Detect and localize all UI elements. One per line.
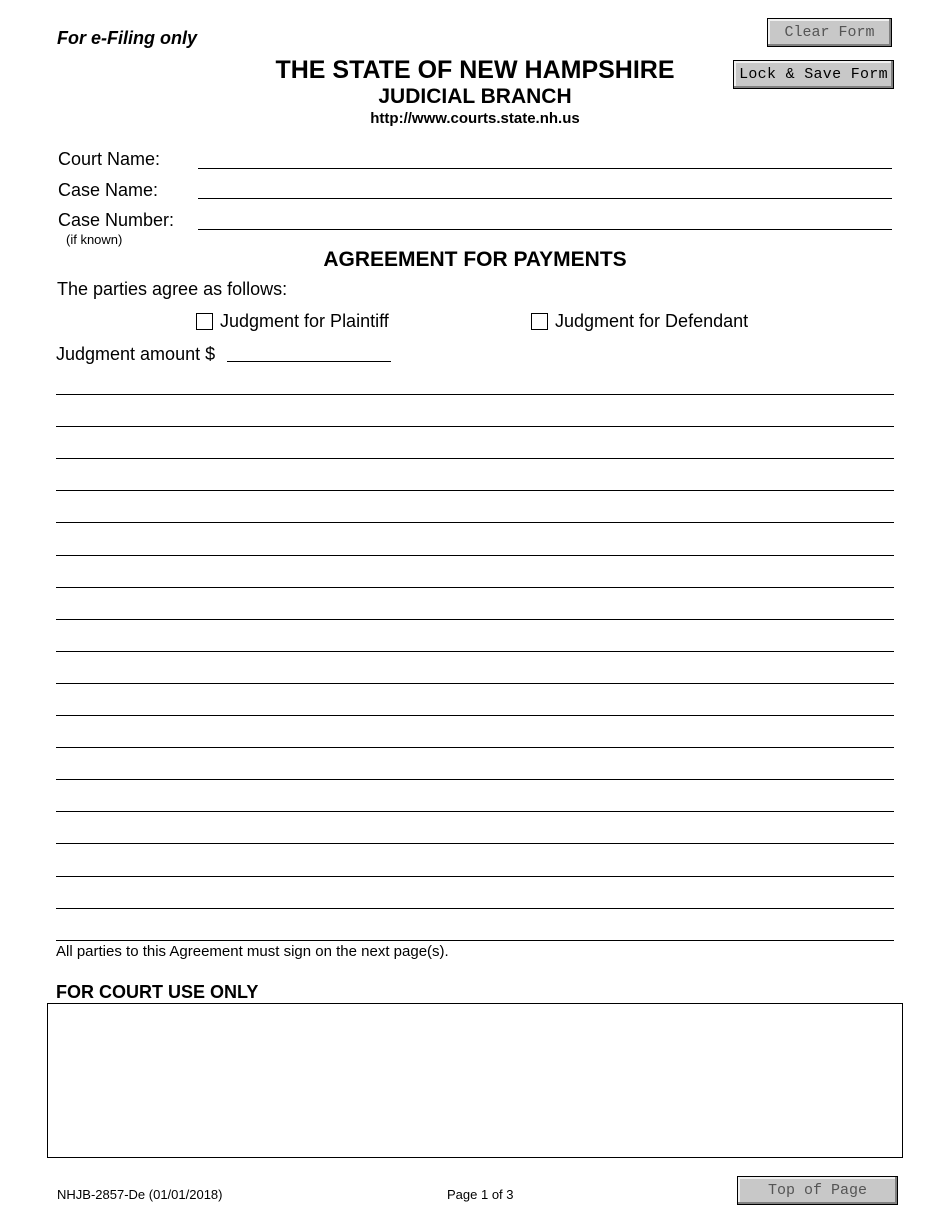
agreement-line[interactable] xyxy=(56,779,894,780)
agreement-line[interactable] xyxy=(56,490,894,491)
form-title: AGREEMENT FOR PAYMENTS xyxy=(323,248,627,271)
court-name-field[interactable] xyxy=(198,168,892,169)
case-number-label: Case Number: xyxy=(58,210,175,230)
branch-title: JUDICIAL BRANCH xyxy=(378,85,572,108)
agreement-line[interactable] xyxy=(56,908,894,909)
agreement-line[interactable] xyxy=(56,587,894,588)
agreement-line[interactable] xyxy=(56,458,894,459)
form-id: NHJB-2857-De (01/01/2018) xyxy=(57,1187,223,1202)
agreement-line[interactable] xyxy=(56,876,894,877)
defendant-checkbox[interactable] xyxy=(531,313,548,330)
clear-form-button[interactable]: Clear Form xyxy=(767,18,892,47)
if-known-note: (if known) xyxy=(66,232,123,247)
agreement-line[interactable] xyxy=(56,940,894,941)
agreement-line[interactable] xyxy=(56,683,894,684)
efiling-note: For e-Filing only xyxy=(57,28,197,48)
judgment-amount-field[interactable] xyxy=(227,361,391,362)
agreement-line[interactable] xyxy=(56,747,894,748)
case-name-label: Case Name: xyxy=(58,180,159,200)
case-number-field[interactable] xyxy=(198,229,892,230)
agreement-line[interactable] xyxy=(56,426,894,427)
plaintiff-checkbox-label: Judgment for Plaintiff xyxy=(220,311,389,331)
state-title: THE STATE OF NEW HAMPSHIRE xyxy=(275,56,675,84)
agreement-line[interactable] xyxy=(56,555,894,556)
agreement-line[interactable] xyxy=(56,843,894,844)
plaintiff-checkbox[interactable] xyxy=(196,313,213,330)
agreement-line[interactable] xyxy=(56,522,894,523)
page-number: Page 1 of 3 xyxy=(447,1187,514,1202)
court-website: http://www.courts.state.nh.us xyxy=(370,110,580,127)
defendant-checkbox-label: Judgment for Defendant xyxy=(555,311,749,331)
agreement-line[interactable] xyxy=(56,715,894,716)
court-name-label: Court Name: xyxy=(58,149,161,169)
intro-text: The parties agree as follows: xyxy=(57,279,288,299)
agreement-line[interactable] xyxy=(56,394,894,395)
court-use-title: FOR COURT USE ONLY xyxy=(56,982,259,1002)
agreement-line[interactable] xyxy=(56,619,894,620)
court-use-box xyxy=(47,1003,903,1158)
agreement-line[interactable] xyxy=(56,811,894,812)
case-name-field[interactable] xyxy=(198,198,892,199)
signature-note: All parties to this Agreement must sign on the next page(s). xyxy=(56,943,449,960)
top-of-page-button[interactable]: Top of Page xyxy=(737,1176,898,1205)
agreement-line[interactable] xyxy=(56,651,894,652)
lock-save-form-button[interactable]: Lock & Save Form xyxy=(733,60,894,89)
judgment-amount-label: Judgment amount $ xyxy=(56,344,216,364)
